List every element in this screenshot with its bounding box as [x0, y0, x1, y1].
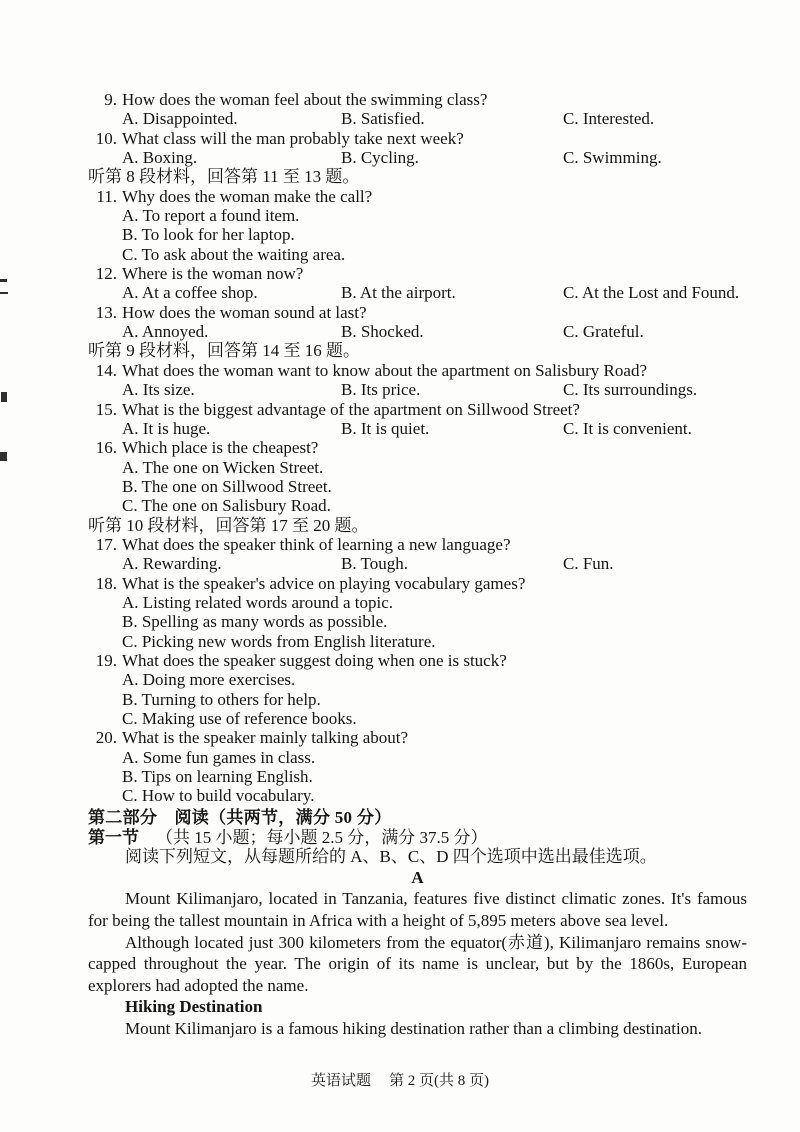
options-row: [88, 554, 747, 573]
question-number: 17.: [95, 534, 117, 554]
question-number: 16.: [95, 438, 117, 458]
option-c: C. The one on Salisbury Road.: [122, 496, 331, 516]
listening-note: 听第 8 段材料，回答第 11 至 13 题。: [88, 167, 360, 187]
option-a: A. It is huge.: [122, 418, 211, 438]
options-row: [88, 148, 747, 167]
option-b: B. Its price.: [341, 380, 421, 400]
option-b: B. Satisfied.: [341, 109, 425, 129]
question-number: 15.: [95, 399, 117, 419]
option-a: A. To report a found item.: [122, 206, 300, 226]
option-b: B. To look for her laptop.: [122, 225, 295, 245]
section-heading-title: 第一节: [88, 828, 139, 848]
question-text: How does the woman feel about the swimming class?: [122, 90, 488, 109]
question-number: 10.: [95, 128, 117, 148]
question-line: [88, 187, 747, 206]
option-a: A. Doing more exercises.: [122, 670, 296, 690]
passage-subheading: Hiking Destination: [125, 997, 263, 1017]
option-a: A. Boxing.: [122, 148, 198, 168]
question-line: [88, 90, 747, 109]
question-text: What is the speaker mainly talking about?: [122, 728, 409, 748]
question-line: [88, 400, 747, 419]
option-c: C. Its surroundings.: [563, 380, 698, 400]
option-a: A. Annoyed.: [122, 322, 209, 342]
question-line: [88, 535, 747, 554]
question-text: What is the speaker's advice on playing vocabulary games?: [122, 573, 526, 593]
option-a: A. Its size.: [122, 380, 195, 400]
passage-paragraph: Mount Kilimanjaro is a famous hiking destination rather than a climbing destination.: [125, 1018, 702, 1038]
scan-artifact: [0, 292, 8, 294]
question-number: 20.: [95, 728, 117, 748]
option-c: C. How to build vocabulary.: [122, 786, 315, 806]
section-heading-detail: （共 15 小题；每小题 2.5 分，满分 37.5 分）: [156, 828, 488, 848]
question-line: [88, 651, 747, 670]
question-number: 18.: [95, 573, 117, 593]
option-c: C. At the Lost and Found.: [563, 283, 740, 303]
question-number: 9.: [104, 90, 117, 109]
question-number: 14.: [95, 360, 117, 380]
option-b: B. Turning to others for help.: [122, 689, 321, 709]
section-instruction: 阅读下列短文，从每题所给的 A、B、C、D 四个选项中选出最佳选项。: [125, 847, 657, 867]
passage-paragraph: Mount Kilimanjaro, located in Tanzania, features five distinct climatic zones. It's famous for being the tallest mountain in Africa with a height of 5,895 meters above sea level.: [88, 889, 747, 930]
listening-note: 听第 9 段材料，回答第 14 至 16 题。: [88, 341, 360, 361]
question-text: What does the speaker think of learning a new language?: [122, 534, 511, 554]
scan-artifact: [1, 392, 7, 402]
passage-label: A: [411, 867, 424, 887]
question-text: Which place is the cheapest?: [122, 438, 319, 458]
question-text: How does the woman sound at last?: [122, 302, 367, 322]
question-text: Why does the woman make the call?: [122, 186, 373, 206]
exam-content: [88, 90, 747, 1040]
footer-page-number: 第 2 页(共 8 页): [389, 1073, 489, 1089]
option-a: A. Rewarding.: [122, 554, 222, 574]
option-c: C. To ask about the waiting area.: [122, 244, 346, 264]
page-footer: [0, 1069, 800, 1090]
option-b: B. The one on Sillwood Street.: [122, 476, 332, 496]
option-c: C. Making use of reference books.: [122, 709, 357, 728]
option-b: B. At the airport.: [341, 283, 456, 303]
option-c: C. Swimming.: [563, 148, 662, 168]
option-c: C. Interested.: [563, 109, 655, 129]
question-line: [88, 264, 747, 283]
question-line: [88, 129, 747, 148]
option-b: B. Tips on learning English.: [122, 767, 313, 787]
option-c: C. Picking new words from English literature.: [122, 631, 436, 651]
question-line: [88, 574, 747, 593]
question-line: [88, 728, 747, 747]
options-row: [88, 283, 747, 302]
option-b: B. Spelling as many words as possible.: [122, 612, 388, 632]
option-c: C. Grateful.: [563, 322, 644, 342]
option-c: C. It is convenient.: [563, 418, 692, 438]
options-row: [88, 109, 747, 128]
option-b: B. Tough.: [341, 554, 408, 574]
question-line: [88, 361, 747, 380]
option-a: A. The one on Wicken Street.: [122, 457, 324, 477]
options-row: [88, 322, 747, 341]
option-c: C. Fun.: [563, 554, 614, 574]
question-number: 11.: [96, 186, 117, 206]
scan-artifact: [0, 452, 7, 461]
options-row: [88, 380, 747, 399]
question-text: Where is the woman now?: [122, 264, 304, 284]
question-text: What does the woman want to know about the apartment on Salisbury Road?: [122, 360, 647, 380]
option-a: A. Listing related words around a topic.: [122, 592, 393, 612]
section-heading: [88, 828, 747, 847]
question-number: 12.: [95, 264, 117, 284]
question-line: [88, 303, 747, 322]
option-a: A. Some fun games in class.: [122, 747, 316, 767]
options-row: [88, 419, 747, 438]
option-b: B. It is quiet.: [341, 418, 430, 438]
question-line: [88, 438, 747, 457]
option-a: A. Disappointed.: [122, 109, 238, 129]
question-text: What class will the man probably take next week?: [122, 128, 464, 148]
question-number: 19.: [95, 650, 117, 670]
option-a: A. At a coffee shop.: [122, 283, 258, 303]
scan-artifact: [0, 279, 7, 282]
footer-doc-title: 英语试题: [310, 1073, 371, 1089]
option-b: B. Cycling.: [341, 148, 419, 168]
question-number: 13.: [95, 302, 117, 322]
question-text: What is the biggest advantage of the apartment on Sillwood Street?: [122, 399, 580, 419]
listening-note: 听第 10 段材料，回答第 17 至 20 题。: [88, 515, 369, 535]
question-text: What does the speaker suggest doing when one is stuck?: [122, 650, 507, 670]
passage-paragraph: Although located just 300 kilometers from the equator(赤道), Kilimanjaro remains snow-capped throughout the year. The origin of its name is unclear, but by the 1860s, European explorers had adopted the name.: [88, 932, 747, 995]
option-b: B. Shocked.: [341, 322, 424, 342]
part-heading: 第二部分 阅读（共两节，满分 50 分）: [88, 807, 392, 827]
